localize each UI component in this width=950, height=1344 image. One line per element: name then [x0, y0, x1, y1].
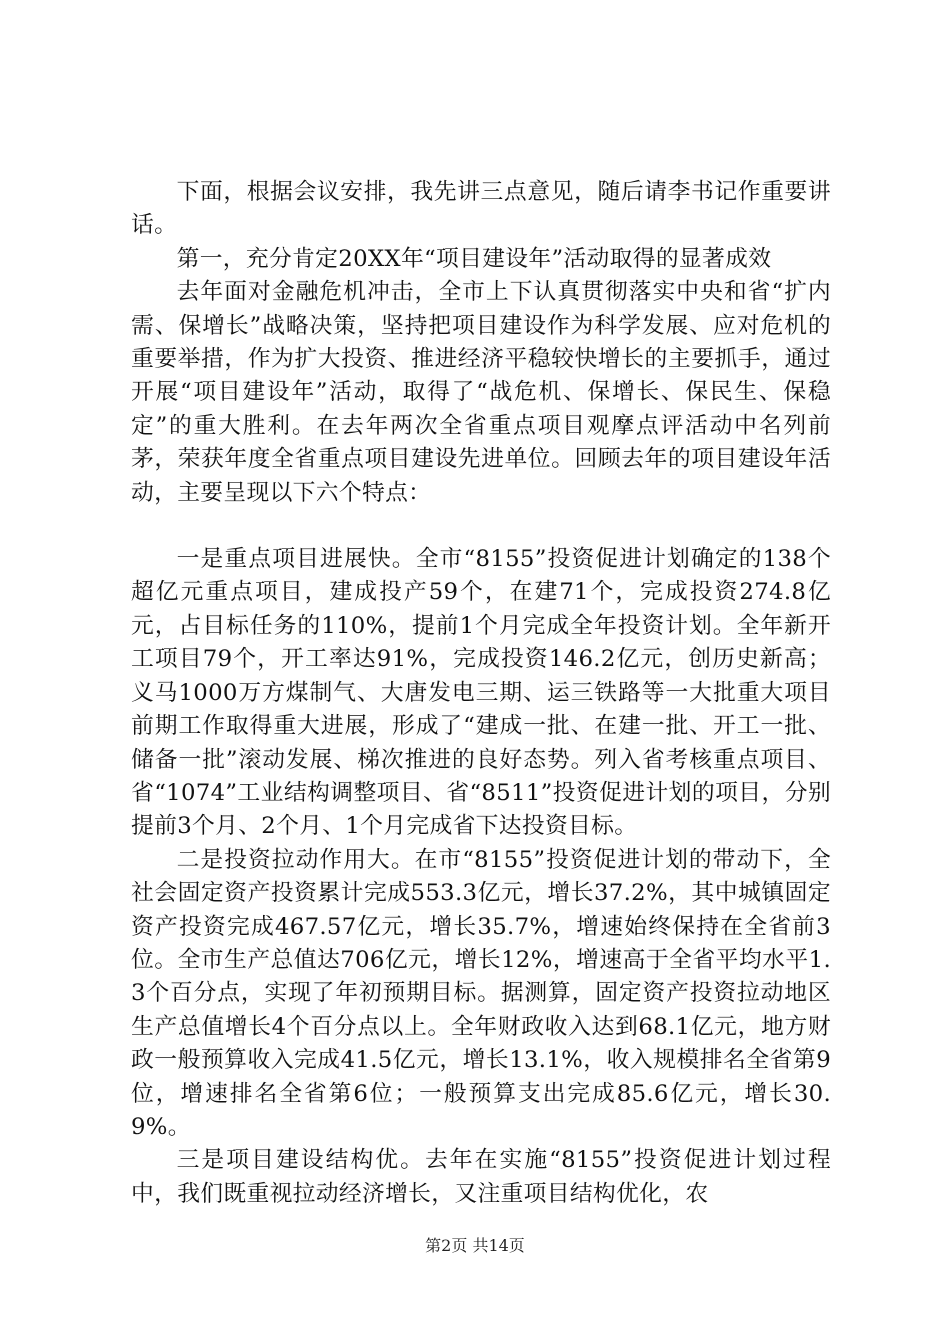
paragraph-point-two: 二是投资拉动作用大。在市“8155”投资促进计划的带动下，全社会固定资产投资累计完成553.3亿元，增长37.2%，其中城镇固定资产投资完成467.57亿元，增长35.7%，增速始终保持在全省前3位。全市生产总值达706亿元，增长12%，增速高于全省平均水平1.3个百分点，实现了年初预期目标。据测算，固定资产投资拉动地区生产总值增长4个百分点以上。全年财政收入达到68.1亿元，地方财政一般预算收入完成41.5亿元，增长13.1%，收入规模排名全省第9位，增速排名全省第6位；一般预算支出完成85.6亿元，增长30.9%。 — [131, 846, 831, 1140]
page-footer: 第2页 共14页 — [425, 1236, 525, 1255]
document-body — [131, 176, 831, 1211]
section-heading: 第一，充分肯定20XX年“项目建设年”活动取得的显著成效 — [176, 245, 772, 272]
paragraph-point-one: 一是重点项目进展快。全市“8155”投资促进计划确定的138个超亿元重点项目，建成投产59个，在建71个，完成投资274.8亿元，占目标任务的110%，提前1个月完成全年投资计划。全年新开工项目79个，开工率达91%，完成投资146.2亿元，创历史新高；义马1000万方煤制气、大唐发电三期、运三铁路等一大批重大项目前期工作取得重大进展，形成了“建成一批、在建一批、开工一批、储备一批”滚动发展、梯次推进的良好态势。列入省考核重点项目、省“1074”工业结构调整项目、省“8511”投资促进计划的项目，分别提前3个月、2个月、1个月完成省下达投资目标。 — [131, 546, 831, 840]
paragraph-point-three: 三是项目建设结构优。去年在实施“8155”投资促进计划过程中，我们既重视拉动经济增长，又注重项目结构优化，农 — [131, 1147, 831, 1207]
paragraph-intro: 下面，根据会议安排，我先讲三点意见，随后请李书记作重要讲话。 — [131, 179, 831, 239]
paragraph-overview: 去年面对金融危机冲击，全市上下认真贯彻落实中央和省“扩内需、保增长”战略决策，坚持把项目建设作为科学发展、应对危机的重要举措，作为扩大投资、推进经济平稳较快增长的主要抓手，通过开展“项目建设年”活动，取得了“战危机、保增长、保民生、保稳定”的重大胜利。在去年两次全省重点项目观摩点评活动中名列前茅，荣获年度全省重点项目建设先进单位。回顾去年的项目建设年活动，主要呈现以下六个特点： — [131, 279, 831, 506]
